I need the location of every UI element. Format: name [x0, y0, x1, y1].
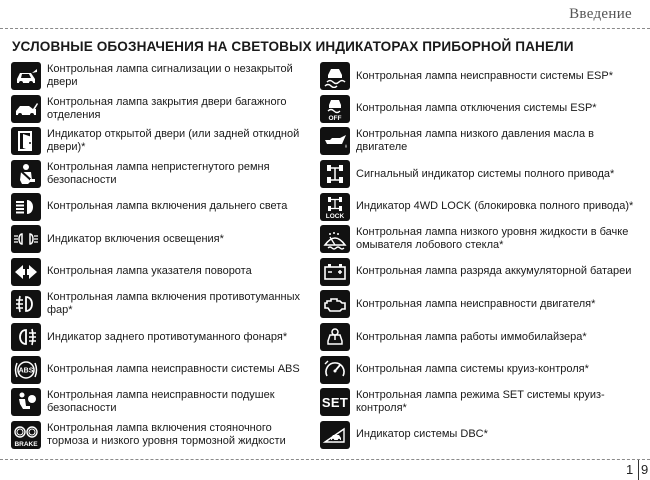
list-item — [320, 158, 642, 191]
immobilizer-icon — [320, 323, 350, 351]
list-item-label: Контрольная лампа неисправности двигателя* — [356, 297, 596, 310]
list-item — [320, 93, 642, 126]
indicator-list-left — [11, 60, 316, 451]
position-lamp-icon — [11, 225, 41, 253]
list-item — [11, 93, 316, 126]
list-item-label: Контрольная лампа низкого давления масла в двигателе — [356, 128, 594, 154]
list-item-label: Индикатор открытой двери (или задней откидной двери)* — [47, 128, 300, 154]
list-item-label: Контрольная лампа указателя поворота — [47, 265, 252, 278]
list-item — [320, 60, 642, 93]
list-item — [11, 288, 316, 321]
list-item — [11, 321, 316, 354]
list-item-label: Контрольная лампа отключения системы ESP* — [356, 102, 597, 115]
esp-off-icon-text: OFF — [328, 114, 342, 122]
page-number-tens: 1 — [626, 462, 634, 477]
list-item-label: Индикатор системы DBC* — [356, 428, 488, 441]
seatbelt-icon — [11, 160, 41, 188]
trunk-open-icon — [11, 95, 41, 123]
cruise-control-icon — [320, 356, 350, 384]
esp-off-icon — [320, 95, 350, 123]
awd-icon — [320, 160, 350, 188]
list-item-label: Индикатор заднего противотуманного фонаря* — [47, 330, 288, 343]
door-open-car-icon — [11, 62, 41, 90]
list-item — [320, 256, 642, 289]
list-item-label: Сигнальный индикатор системы полного привода* — [356, 167, 615, 180]
list-item — [320, 419, 642, 452]
airbag-icon — [11, 388, 41, 416]
list-item — [11, 256, 316, 289]
oil-pressure-icon — [320, 127, 350, 155]
list-item — [320, 288, 642, 321]
list-item-label: Индикатор 4WD LOCK (блокировка полного привода)* — [356, 200, 634, 213]
set-icon-text: SET — [321, 394, 349, 410]
list-item — [320, 386, 642, 419]
list-item-label: Контрольная лампа неисправности системы ESP* — [356, 69, 614, 82]
list-item-label: Контрольная лампа разряда аккумуляторной батареи — [356, 265, 632, 278]
list-item — [320, 125, 642, 158]
list-item-label: Контрольная лампа режима SET системы круиз-контроля* — [356, 389, 605, 415]
high-beam-icon — [11, 193, 41, 221]
page-number-separator — [638, 460, 639, 480]
section-title: Введение — [569, 6, 632, 22]
door-ajar-icon — [11, 127, 41, 155]
list-item-label: Контрольная лампа непристегнутого ремня безопасности — [47, 161, 270, 187]
4wd-lock-icon — [320, 193, 350, 221]
list-item-label: Контрольная лампа неисправности системы ABS — [47, 363, 300, 376]
list-item — [11, 190, 316, 223]
list-item — [11, 158, 316, 191]
list-item — [320, 353, 642, 386]
abs-icon-text: ABS — [18, 367, 34, 375]
list-item-label: Контрольная лампа включения дальнего света — [47, 200, 288, 213]
list-item — [11, 125, 316, 158]
list-item-label: Контрольная лампа работы иммобилайзера* — [356, 330, 587, 343]
list-item — [320, 223, 642, 256]
list-item-label: Контрольная лампа низкого уровня жидкости в бачке омывателя лобового стекла* — [356, 226, 629, 252]
footer-rule — [0, 459, 650, 460]
list-item — [320, 190, 642, 223]
list-item — [11, 419, 316, 452]
list-item — [11, 60, 316, 93]
header-rule — [0, 28, 650, 29]
list-item-label: Контрольная лампа сигнализации о незакрытой двери — [47, 63, 293, 89]
check-engine-icon — [320, 290, 350, 318]
indicator-list-right — [320, 60, 642, 451]
page-heading: УСЛОВНЫЕ ОБОЗНАЧЕНИЯ НА СВЕТОВЫХ ИНДИКАТОРАХ ПРИБОРНОЙ ПАНЕЛИ — [12, 39, 574, 54]
4wd-lock-icon-text: LOCK — [325, 212, 345, 220]
turn-signal-icon — [11, 258, 41, 286]
list-item-label: Индикатор включения освещения* — [47, 232, 224, 245]
front-fog-lamp-icon — [11, 290, 41, 318]
list-item — [11, 353, 316, 386]
rear-fog-lamp-icon — [11, 323, 41, 351]
esp-icon — [320, 62, 350, 90]
list-item — [320, 321, 642, 354]
washer-fluid-icon — [320, 225, 350, 253]
list-item-label: Контрольная лампа закрытия двери багажного отделения — [47, 95, 287, 121]
list-item — [11, 223, 316, 256]
battery-icon — [320, 258, 350, 286]
dbc-icon — [320, 421, 350, 449]
list-item-label: Контрольная лампа системы круиз-контроля* — [356, 363, 589, 376]
list-item-label: Контрольная лампа неисправности подушек безопасности — [47, 389, 275, 415]
set-icon — [320, 388, 350, 416]
page-number-units: 9 — [641, 462, 649, 477]
abs-icon — [11, 356, 41, 384]
list-item — [11, 386, 316, 419]
brake-icon-text: BRAKE — [14, 440, 38, 448]
list-item-label: Контрольная лампа включения стояночного тормоза и низкого уровня тормозной жидкости — [47, 421, 286, 447]
list-item-label: Контрольная лампа включения противотуманных фар* — [47, 291, 301, 317]
brake-icon — [11, 421, 41, 449]
